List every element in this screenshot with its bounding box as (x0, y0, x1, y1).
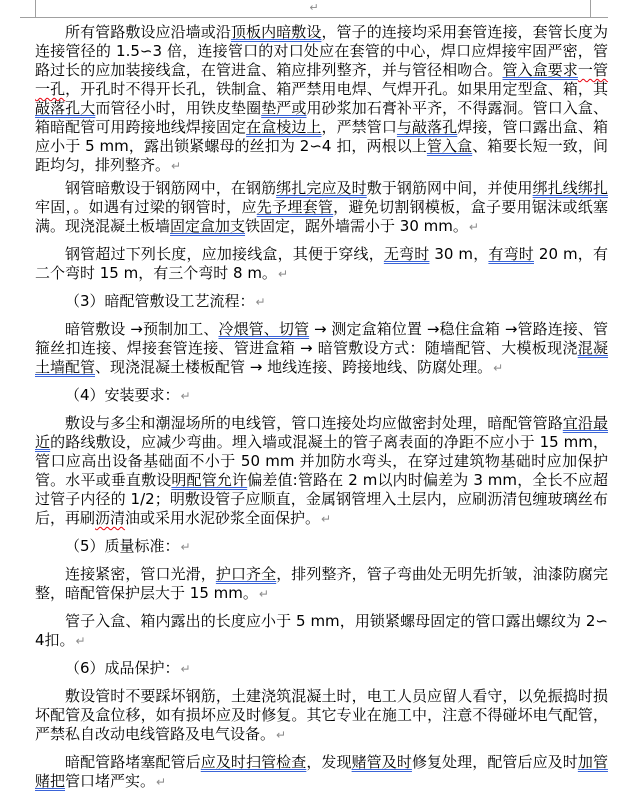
paragraph (35, 414, 608, 529)
paragraph-mark: ↵ (180, 662, 191, 676)
text-run: 敷于钢筋网中间，并使用 (366, 179, 533, 197)
paragraph-mark: ↵ (277, 267, 288, 281)
paragraph (35, 565, 608, 604)
grammar-underlined-text: 应及时扫管检查 (200, 753, 307, 771)
grammar-underlined-text: 加管赌把 (35, 753, 608, 790)
paragraph-mark: ↵ (180, 389, 191, 403)
grammar-underlined-text: 与敲落孔 (396, 118, 458, 136)
text-run: 、箱要长短一致，间距均匀，排列整齐。 (35, 137, 608, 174)
text-run: 20 m，有二个弯时 15 m，有三个弯时 8 m。 (35, 245, 608, 282)
text-run: 的路线敷设，应减少弯曲。埋入墙或混凝土的管子离表面的净距不应小于 15 mm，管口应高出设备基础面不小于 50 mm 并加防水弯头，在穿过建筑物基础时应加保护管。水平或垂直敷设 (35, 433, 608, 489)
document-body (0, 17, 642, 790)
grammar-underlined-text: 赌管及时 (351, 753, 412, 771)
text-run: 管口堵严实。 (65, 772, 156, 790)
text-run: ，开孔时不得开长孔，铁制盒、箱严禁用电焊、气焊开孔。如果用定型盒、箱，其 (65, 80, 608, 98)
grammar-underlined-text: 无弯时 (383, 245, 430, 263)
grammar-underlined-text: 混凝土墙配管 (35, 339, 608, 376)
paragraph-mark: ↵ (75, 634, 86, 648)
text-run: 修复处理，配管后应及时 (411, 753, 578, 771)
text-run: 所有管路敷设应沿墙或沿 (65, 23, 231, 41)
text-run: 偏差值:管路在 2 m以内时偏差为 3 mm，全长不应超过管子内径的 1/2；明敷设管子应顺直，金属钢管埋入土层内，应刷沥清包缠玻璃丝布后，再刷 (35, 471, 608, 527)
grammar-underlined-text: 有弯时 (488, 245, 534, 263)
grammar-underlined-text: 固定盒加支 (170, 217, 246, 235)
paragraph (35, 245, 608, 284)
text-run: 敷设与多尘和潮湿场所的电线管，管口连接处均应做密封处理，暗配管管路 (65, 414, 563, 432)
grammar-underlined-text: 管入盒要求 (502, 61, 578, 79)
text-run: 牢固，。如遇有过梁的钢管时，应 (35, 198, 257, 216)
grammar-underlined-text: 先予埋套管 (256, 198, 334, 216)
text-run: 暗管敷设 →预制加工、 (65, 320, 219, 338)
grammar-underlined-text: 宜沿最近 (35, 414, 608, 451)
paragraph-mark: ↵ (276, 728, 287, 742)
text-run: 敷设管时不要踩坏钢筋，土建浇筑混凝土时，电工人员应留人看守，以免振捣时损坏配管及盒位移，如有损坏应及时修复。其它专业在施工中，注意不得碰坏电气配管，严禁私自改动电线管路及电气设备。 (35, 687, 608, 743)
text-run: 30 m， (429, 245, 489, 263)
text-run: 而管径小时，用铁皮垫圈 (95, 99, 262, 117)
paragraph (35, 23, 608, 176)
paragraph-mark: ↵ (171, 159, 182, 173)
text-run: ，避免切割钢模板，盒子要用锯沫或纸塞满。现浇混凝土板墙 (35, 198, 608, 235)
paragraph-mark: ↵ (309, 1, 319, 14)
text-run: 钢管超过下列长度，应加接线盒，其便于穿线， (65, 245, 384, 263)
text-run: （5）质量标准： (65, 537, 180, 555)
text-run: 暗配管路堵塞配管后 (65, 753, 201, 771)
text-run: ，管子的连接均采用套管连接，套管长度为连接管径的 1.5∽3 倍，连接管口的对口处应在套管的中心，焊口应焊接牢固严密，管路过长的应加装接线盒，在管进盒、箱应排列整齐，并与管径相吻合。 (35, 23, 608, 79)
text-run: 用砂浆加石膏补平齐，不得露洞。管口入盒、箱暗配管可用跨接地线焊接固定 (35, 99, 608, 136)
text-run: ，排列整齐，管子弯曲处无明先折皱，油漆防腐完整，暗配管保护层大于 15 mm。 (35, 565, 608, 602)
grammar-underlined-text: 明配管允许 (171, 471, 248, 489)
spelling-underlined-text: 一管一孔 (35, 61, 608, 98)
text-run: 管子入盒、箱内露出的长度应小于 5 mm，用锁紧螺母固定的管口露出螺纹为 2∽4扣。 (35, 612, 608, 649)
paragraph (35, 179, 608, 237)
grammar-underlined-text: 垫严或 (261, 99, 307, 117)
section-heading (35, 292, 608, 312)
grammar-underlined-text: 护口齐全 (215, 565, 277, 583)
section-heading (35, 659, 608, 679)
text-run: 焊接，管口露出盒、箱应小于 5 mm，露出锁紧螺母的丝扣为 2∽4 扣，两根以上 (35, 118, 608, 155)
grammar-underlined-text: 绑扎线绑扎 (532, 179, 608, 197)
paragraph-mark: ↵ (321, 512, 332, 526)
text-run: （3）暗配管敷设工艺流程： (65, 292, 255, 310)
text-run: ，发现 (306, 753, 352, 771)
section-heading (35, 537, 608, 557)
text-run: 油或采用水泥砂浆全面保护。 (125, 509, 321, 527)
paragraph-mark: ↵ (258, 587, 269, 601)
text-run: 铁固定，踞外墙需小于 30 mm。 (245, 217, 468, 235)
section-heading (35, 386, 608, 406)
paragraph (35, 753, 608, 792)
text-run: 钢管暗敷设于钢筋网中，在钢筋 (65, 179, 277, 197)
grammar-underlined-text: 顶板内暗敷设 (230, 23, 322, 41)
text-run: （4）安装要求： (65, 386, 180, 404)
paragraph (35, 320, 608, 378)
grammar-underlined-text: 冷煨管、切管 (218, 320, 310, 338)
text-run: → 测定盒箱位置 →稳住盒箱 →管路连接、管箍丝扣连接、焊接套管连接、管进盒箱 → 暗管敷设方式：随墙配管、大模板现浇 (35, 320, 609, 357)
text-run: 连接紧密，管口光滑， (65, 565, 216, 583)
paragraph (35, 687, 608, 745)
paragraph-mark: ↵ (468, 220, 479, 234)
grammar-underlined-text: 管入盒 (426, 137, 473, 155)
grammar-underlined-text: 绑扎完应及时 (276, 179, 367, 197)
text-run: 、现浇混凝土楼板配管 → 地线连接、跨接地线、防腐处理。 (95, 358, 493, 376)
text-run: ，严禁管口 (321, 118, 397, 136)
spelling-underlined-text: 沥清 (95, 509, 126, 527)
paragraph-mark: ↵ (180, 540, 191, 554)
paragraph-mark: ↵ (493, 361, 504, 375)
grammar-underlined-text: 敲落孔大 (35, 99, 96, 117)
paragraph (35, 612, 608, 651)
paragraph-mark: ↵ (156, 775, 167, 789)
paragraph-mark: ↵ (255, 295, 266, 309)
page-header-boundary (0, 0, 642, 18)
text-run: （6）成品保护： (65, 659, 180, 677)
grammar-underlined-text: 在盒棱边上 (246, 118, 322, 136)
